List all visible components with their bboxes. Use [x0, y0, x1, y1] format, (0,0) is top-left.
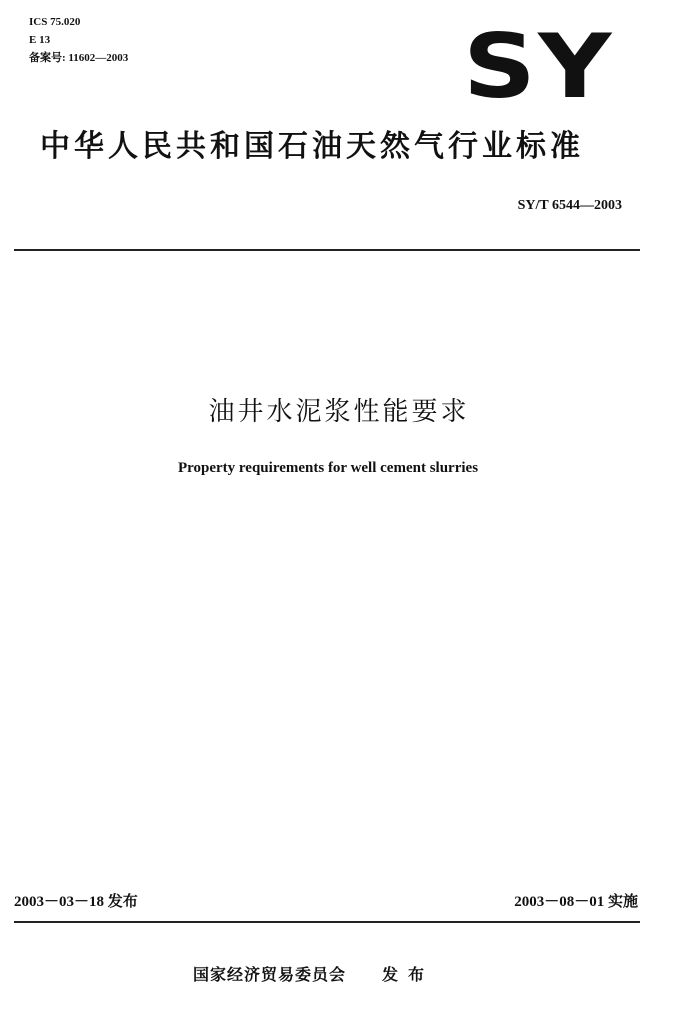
- implementation-date: 2003－08－01 实施: [514, 894, 638, 910]
- standard-category: 中华人民共和国石油天然气行业标准: [40, 129, 584, 164]
- document-title-chinese: 油井水泥浆性能要求: [208, 397, 470, 427]
- standard-number: SY/T 6544—2003: [517, 198, 622, 213]
- sy-logo: SY: [463, 15, 614, 118]
- ics-code: ICS 75.020: [29, 16, 81, 28]
- classification-code: E 13: [29, 34, 51, 46]
- publisher-line: [193, 962, 434, 985]
- publish-verb: 发布: [382, 965, 435, 984]
- publisher-name: 国家经济贸易委员会: [193, 965, 347, 984]
- filing-number: 备案号: 11602—2003: [29, 52, 129, 64]
- document-meta: [29, 13, 128, 67]
- bottom-divider: [14, 921, 640, 923]
- issue-date: 2003－03－18 发布: [14, 894, 138, 910]
- document-title-english: Property requirements for well cement slurries: [177, 460, 479, 476]
- top-divider: [14, 249, 640, 251]
